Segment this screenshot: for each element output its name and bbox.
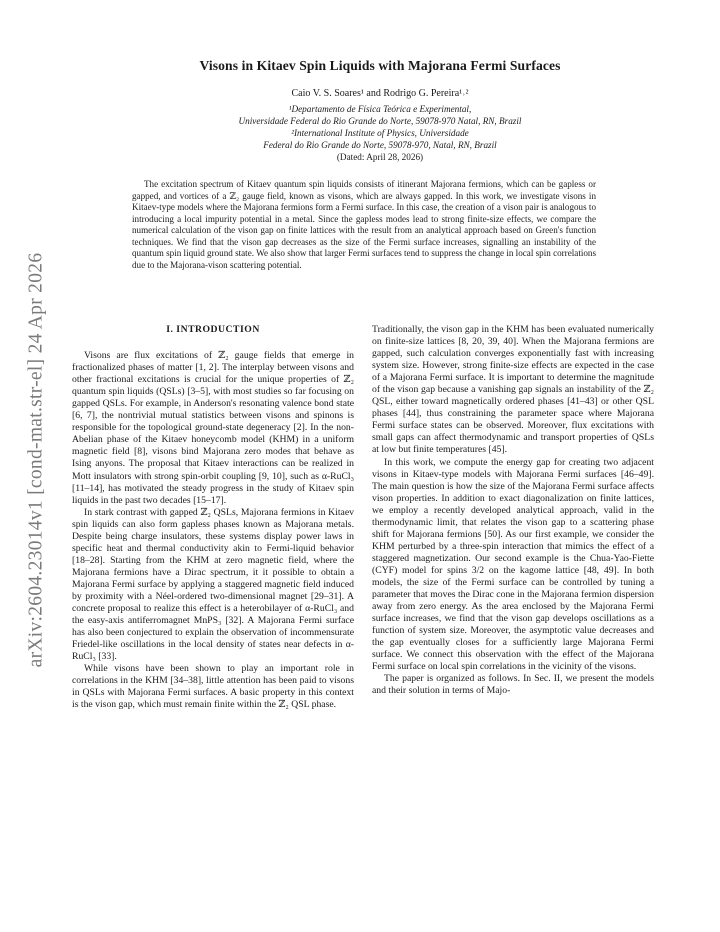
right-column — [372, 324, 654, 697]
right-paragraph-1: Traditionally, the vison gap in the KHM has been evaluated numerically on finite-size lattices [8, 20, 39, 40]. When the Majorana fermions are gapped, such calculation converges exponentially fast with increasing system size. However, strong finite-size effects are expected in the case of a Majorana Fermi surface. It is important to determine the magnitude of the vison gap because a vanishing gap signals an instability of the ℤ₂ QSL, either toward magnetically ordered phases [41–43] or other QSL phases [44], thus constraining the parameter space where Majorana Fermi surface states can be observed. Moreover, flux excitations with small gaps can affect thermodynamic and transport properties of QSLs at low but finite temperatures [45]. — [372, 324, 654, 456]
dated-line: (Dated: April 28, 2026) — [336, 152, 424, 162]
right-paragraph-3: The paper is organized as follows. In Sec. II, we present the models and their solution in terms of Majo- — [372, 673, 654, 697]
paper-header — [90, 58, 670, 162]
left-column — [72, 324, 354, 711]
author-list: Caio V. S. Soares¹ and Rodrigo G. Pereira¹˒² — [291, 88, 469, 99]
affiliation-1-line-2: Universidade Federal do Rio Grande do Norte, 59078-970 Natal, RN, Brazil — [238, 116, 522, 126]
affiliation-2-line-2: Federal do Rio Grande do Norte, 59078-970, Natal, RN, Brazil — [263, 140, 497, 150]
affiliation-1-line-1: ¹Departamento de Física Teórica e Experimental, — [288, 104, 472, 114]
abstract: The excitation spectrum of Kitaev quantum spin liquids consists of itinerant Majorana fermions, which can be gapless or gapped, and vortices of a ℤ₂ gauge field, known as visons, which are always gapped. In this work, we investigate visons in Kitaev-type models where the Majorana fermions form a Fermi surface. In this case, the creation of a vison pair is analogous to introducing a local impurity potential in a metal. Since the gapless modes lead to strong finite-size effects, we compare the numerical calculation of the vison gap on finite lattices with the result from an analytical approach based on Green's function techniques. We find that the vison gap decreases as the size of the Fermi surface increases, signalling an instability of the quantum spin liquid ground state. We also show that larger Fermi surfaces tend to suppress the change in local spin correlations due to the Majorana-vison scattering potential. — [132, 179, 596, 270]
paper-title: Visons in Kitaev Spin Liquids with Majorana Fermi Surfaces — [199, 58, 561, 73]
affiliations — [90, 103, 670, 151]
intro-paragraph-3: While visons have been shown to play an important role in correlations in the KHM [34–38], little attention has been paid to visons in QSLs with Majorana Fermi surfaces. A basic property in this context is the vison gap, which must remain finite within the ℤ₂ QSL phase. — [72, 663, 354, 711]
intro-paragraph-2: In stark contrast with gapped ℤ₂ QSLs, Majorana fermions in Kitaev spin liquids can also form gapless phases known as Majorana metals. Despite being charge insulators, these systems display power laws in specific heat and thermal conductivity akin to Fermi-liquid behavior [18–28]. Starting from the KHM at zero magnetic field, where the Majorana fermions have a Dirac spectrum, it it possible to obtain a Majorana Fermi surface by applying a staggered magnetic field induced by proximity with a Néel-ordered two-dimensional magnet [29–31]. A concrete proposal to realize this effect is a heterobilayer of α-RuCl₃ and the easy-axis antiferromagnet MnPS₃ [32]. A Majorana Fermi surface has also been conjectured to explain the observation of incommensurate Friedel-like oscillations in the local density of states near defects in α-RuCl₃ [33]. — [72, 506, 354, 663]
intro-paragraph-1: Visons are flux excitations of ℤ₂ gauge fields that emerge in fractionalized phases of matter [1, 2]. The interplay between visons and other fractional excitations is crucial for the unique properties of ℤ₂ quantum spin liquids (QSLs) [3–5], with most studies so far focusing on gapped QSLs. For example, in Anderson's resonating valence bond state [6, 7], the nontrivial mutual statistics between visons and spinons is responsible for the topological ground-state degeneracy [2]. In the non-Abelian phase of the Kitaev honeycomb model (KHM) in a uniform magnetic field [8], visons bind Majorana zero modes that behave as Ising anyons. The proposal that Kitaev interactions can be realized in Mott insulators with strong spin-orbit coupling [9, 10], such as α-RuCl₃ [11–14], has motivated the steady progress in the study of Kitaev spin liquids in the past two decades [15–17]. — [72, 350, 354, 506]
arxiv-identifier: arXiv:2604.23014v1 [cond-mat.str-el] 24 Apr 2026 — [25, 252, 46, 668]
arxiv-identifier-stamp — [8, 140, 64, 780]
right-paragraph-2: In this work, we compute the energy gap for creating two adjacent visons in Kitaev-type models with Majorana Fermi surfaces [46–49]. The main question is how the size of the Majorana Fermi surface affects vison properties. In addition to exact diagonalization on finite lattices, we employ a recently developed analytical approach, valid in the thermodynamic limit, that relates the vison gap to a scattering phase shift for Majorana fermions [50]. As our first example, we consider the KHM perturbed by a three-spin interaction that mimics the effect of a staggered magnetization. Our second example is the Chua-Yao-Fiette (CYF) model for spins 3/2 on the kagome lattice [48, 49]. In both models, the size of the Fermi surface can be controlled by tuning a parameter that moves the Dirac cone in the Majorana fermion dispersion away from zero energy. As the area enclosed by the Majorana Fermi surface increases, we find that the vison gap develops oscillations as a function of system size. Moreover, the asymptotic value decreases and the gap eventually closes for a sufficiently large Majorana Fermi surface. We connect this observation with the effect of the Majorana Fermi surface on local spin correlations in the vicinity of the visons. — [372, 456, 654, 673]
affiliation-2-line-1: ²International Institute of Physics, Universidade — [291, 128, 469, 138]
section-heading-introduction: I. INTRODUCTION — [166, 324, 260, 335]
